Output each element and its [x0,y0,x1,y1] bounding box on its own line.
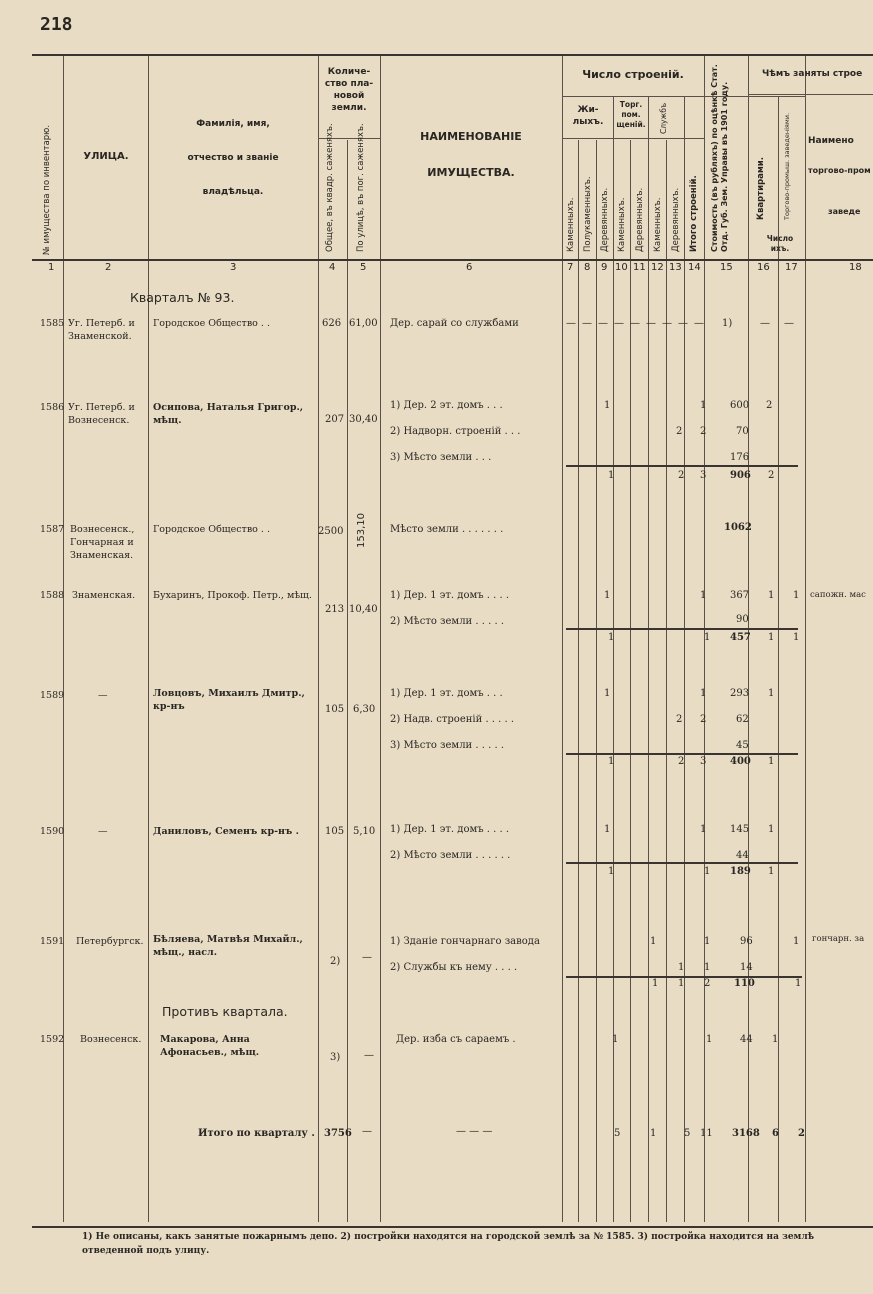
entry-number: 1588 [40,590,65,601]
total-c9: 1 [608,632,615,643]
entry-number: 1589 [40,690,65,701]
entry-area: 213 [325,604,345,615]
header-c13: Деревянныхъ. [671,187,681,252]
col-num: 13 [669,262,682,273]
header-c9: Деревянныхъ. [600,187,610,252]
cell-c13: 1 [678,962,685,973]
entry-cost: 1) [722,318,733,329]
entry-frontage: 61,00 [349,318,378,329]
entry-cost: 176 [730,452,750,463]
cell-c14: 1 [700,824,707,835]
entry-area: 3) [330,1052,341,1063]
total-c9: 1 [608,756,615,767]
entry-frontage: 10,40 [349,604,378,615]
entry-item: 1) Дер. 1 эт. домъ . . . [390,688,503,699]
footnote: 1) Не описаны, какъ занятые пожарнымъ депо. 2) постройки находятся на городской землѣ за № 1585. 3) постройка находится на землѣ отведенной подъ улицу. [82,1232,815,1257]
cell-c13: 2 [676,714,683,725]
entry-cost: 1062 [724,522,752,533]
col-num: 2 [105,262,112,273]
col-num: 11 [633,262,646,273]
col-num: 12 [651,262,664,273]
cell-c14: 2 [700,714,707,725]
header-c17: Торгово-промыш. заведеніями. [783,112,791,220]
cell-c18: гончарн. за [812,934,865,944]
page-number: 218 [40,14,73,35]
entry-street: Знаменская. [72,590,136,601]
col-num: 18 [849,262,862,273]
entry-cost: 367 [730,590,750,601]
col-num: 10 [615,262,628,273]
cell-c14: 1 [700,400,707,411]
cell-c14: 1 [704,962,711,973]
cell-c11: 1 [650,936,657,947]
entry-item: 1) Зданіе гончарнаго завода [390,936,540,947]
entry-street: Уг. Петерб. и Вознесенск. [68,402,135,426]
col-num: 7 [567,262,574,273]
entry-item: Дер. сарай со службами [390,318,519,329]
entry-item: Мѣсто земли . . . . . . . [390,524,504,535]
total-c9: 1 [608,470,615,481]
entry-cost: 62 [736,714,749,725]
cell-c16: 1 [772,1034,779,1045]
total-c16: 1 [768,632,775,643]
entry-frontage: 153,10 [356,513,367,548]
total-area: 3756 [324,1128,352,1139]
entry-street: Вознесенск., Гончарная и Знаменская. [70,524,135,561]
entry-item: 2) Мѣсто земли . . . . . [390,616,504,627]
header-street: УЛИЦА. [83,151,129,162]
col-num: 3 [230,262,237,273]
header-c17-sub: Число ихъ. [766,234,794,254]
entry-item: 2) Мѣсто земли . . . . . . [390,850,511,861]
total-c14: 1 [704,632,711,643]
col-num: 15 [720,262,733,273]
entry-cost: 44 [740,1034,753,1045]
entry-number: 1587 [40,524,65,535]
entry-item: 1) Дер. 1 эт. домъ . . . . [390,824,510,835]
entry-owner: Даниловъ, Семенъ кр-нъ . [153,826,299,837]
header-inventory-number: № имущества по инвентарю. [42,124,52,255]
entry-owner: Ловцовъ, Михаилъ Дмитр., кр-нъ [153,688,305,712]
entry-owner: Городское Общество . . [153,524,270,535]
cell-c14: 1 [704,936,711,947]
entry-item: 1) Дер. 2 эт. домъ . . . [390,400,503,411]
entry-cost: 14 [740,962,753,973]
total-c16: 2 [768,470,775,481]
total-c13: 5 [684,1128,691,1139]
total-c9: 5 [614,1128,621,1139]
cell-c9: 1 [604,688,611,699]
total-c13: 1 [678,978,685,989]
col-num: 4 [329,262,336,273]
entry-number: 1591 [40,936,65,947]
total-c17: 2 [798,1128,805,1139]
entry-cost: 293 [730,688,750,699]
entry-street: — [98,690,108,701]
entry-item: 2) Надворн. строеній . . . [390,426,521,437]
header-c16: Квартирами. [756,157,766,220]
entry-number: 1592 [40,1034,65,1045]
total-label: Итого по кварталу . [198,1128,315,1139]
total-cost: 400 [730,756,751,767]
entry-item: 2) Надв. строеній . . . . . [390,714,515,725]
cell-c14: 1 [700,688,707,699]
header-c8: Полукаменныхъ. [583,176,593,252]
quarter-title: Кварталъ № 93. [130,290,235,305]
cell-c16: 1 [768,688,775,699]
header-c11: Деревянныхъ. [635,187,645,252]
header-owner-l1: Фамилія, имя, [196,119,270,129]
entry-item: Дер. изба съ сараемъ . [396,1034,516,1045]
total-c16: 6 [772,1128,779,1139]
entry-item: 3) Мѣсто земли . . . . . [390,740,504,751]
col-num: 5 [360,262,367,273]
header-land-quantity: Количе-ство пла-новой земли. [324,67,374,114]
total-c16: 1 [768,866,775,877]
total-c17: 1 [795,978,802,989]
entry-cost: 96 [740,936,753,947]
total-c16: 1 [768,756,775,767]
header-occupied: Чѣмъ заняты строе [762,69,863,79]
cell-c9: 1 [604,824,611,835]
total-c14: 11 [700,1128,713,1139]
header-c7: Каменныхъ. [566,197,576,252]
cell-c16: 1 [768,824,775,835]
total-item: — — — [456,1126,493,1137]
col-num: 9 [601,262,608,273]
cell-c9: 1 [612,1034,619,1045]
cell-c17: 1 [793,936,800,947]
header-area: Общее, въ квадр. саженяхъ. [325,123,335,252]
total-frontage: — [362,1126,372,1137]
entry-owner: Бухаринъ, Прокоф. Петр., мѣщ. [153,590,312,601]
header-owner-l2: отчество и званіе [187,153,279,163]
entry-number: 1585 [40,318,65,329]
entry-number: 1586 [40,402,65,413]
col-num: 14 [688,262,701,273]
entry-cost: 44 [736,850,749,861]
entry-street: Уг. Петерб. и Знаменской. [68,318,135,342]
total-c14: 3 [700,756,707,767]
total-c13: 2 [678,470,685,481]
cell-c16: 1 [768,590,775,601]
entry-dashes: —— [760,318,808,329]
total-c12: 1 [652,978,659,989]
header-trade: Торг. пом. щеній. [616,100,646,130]
opposite-title: Противъ квартала. [162,1004,288,1019]
entry-dashes: ————————— [566,318,710,329]
header-c14: Итого строеній. [689,175,699,252]
entry-area: 2500 [318,526,344,537]
total-cost: 189 [730,866,751,877]
entry-frontage: 5,10 [353,826,376,837]
cell-c14: 1 [700,590,707,601]
entry-owner: Городское Общество . . [153,318,270,329]
entry-cost: 600 [730,400,750,411]
entry-street: Петербургск. [76,936,144,947]
total-c14: 1 [704,866,711,877]
entry-owner: Осипова, Наталья Григор., мѣщ. [153,402,304,426]
cell-c9: 1 [604,590,611,601]
header-c12: Каменныхъ. [653,197,663,252]
header-c18-l2: торгово-пром [808,166,871,175]
entry-cost: 145 [730,824,750,835]
entry-item: 2) Службы къ нему . . . . [390,962,518,973]
entry-area: 626 [322,318,342,329]
header-service: Службъ [659,102,668,134]
entry-number: 1590 [40,826,65,837]
entry-owner: Бѣляева, Матвѣя Михайл., мѣщ., насл. [153,934,303,958]
cell-c14: 1 [706,1034,713,1045]
total-c13: 2 [678,756,685,767]
entry-street: — [98,826,108,837]
entry-area: 105 [325,704,345,715]
entry-frontage: 6,30 [353,704,376,715]
entry-area: 207 [325,414,345,425]
col-num: 8 [584,262,591,273]
header-buildings-count: Число строеній. [582,68,684,81]
entry-cost: 45 [736,740,749,751]
entry-frontage: — [364,1050,374,1061]
col-num: 6 [466,262,473,273]
header-property-l1: НАИМЕНОВАНІЕ [420,130,522,143]
total-cost: 906 [730,470,751,481]
cell-c16: 2 [766,400,773,411]
entry-area: 105 [325,826,345,837]
entry-cost: 90 [736,614,749,625]
cell-c9: 1 [604,400,611,411]
header-c18-l1: Наимено [808,136,854,146]
header-frontage: По улицѣ, въ пог. саженяхъ. [356,123,366,252]
entry-frontage: — [362,952,372,963]
total-c9: 1 [608,866,615,877]
header-owner-l3: владѣльца. [202,187,264,197]
col-num: 1 [48,262,55,273]
header-residential: Жи-лыхъ. [572,105,604,128]
total-cost: 3168 [732,1128,760,1139]
entry-owner: Макарова, Анна Афонасьев., мѣщ. [160,1034,260,1058]
header-cost: Стоимость (въ рубляхъ) по оцѣнкѣ Стат. Отд. Губ. Зем. Управы въ 1901 году. [710,64,730,252]
total-c17: 1 [793,632,800,643]
header-c10: Каменныхъ. [617,197,627,252]
header-property-l2: ИМУЩЕСТВА. [427,166,515,179]
entry-area: 2) [330,956,341,967]
cell-c18: сапожн. мас [810,590,866,600]
col-num: 16 [757,262,770,273]
entry-cost: 70 [736,426,749,437]
entry-frontage: 30,40 [349,414,378,425]
col-num: 17 [785,262,798,273]
entry-item: 3) Мѣсто земли . . . [390,452,492,463]
cell-c17: 1 [793,590,800,601]
entry-street: Вознесенск. [80,1034,142,1045]
header-c18-l3: заведе [828,207,861,216]
cell-c14: 2 [700,426,707,437]
total-c14: 2 [704,978,711,989]
total-cost: 110 [734,978,755,989]
total-cost: 457 [730,632,751,643]
entry-item: 1) Дер. 1 эт. домъ . . . . [390,590,510,601]
cell-c13: 2 [676,426,683,437]
total-c11: 1 [650,1128,657,1139]
total-c14: 3 [700,470,707,481]
